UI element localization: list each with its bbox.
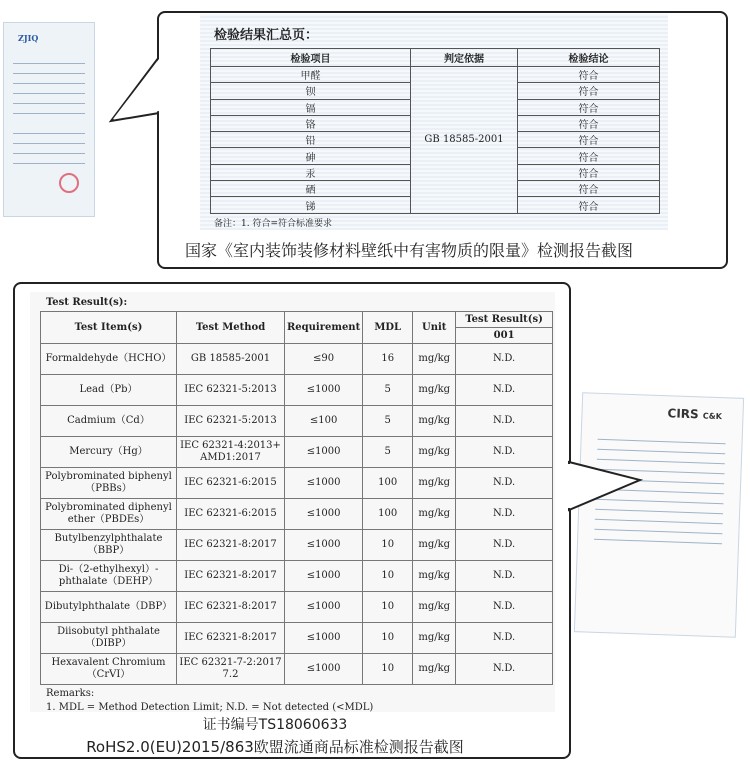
cell-item: Butylbenzylphthalate（BBP） <box>41 530 177 561</box>
col-header: Unit <box>413 312 456 344</box>
cell-method: IEC 62321-6:2015 <box>177 468 285 499</box>
cell-item: Polybrominated biphenyl（PBBs） <box>41 468 177 499</box>
col-header: Test Method <box>177 312 285 344</box>
cell-req: ≤1000 <box>285 437 363 468</box>
cell-method: GB 18585-2001 <box>177 344 285 375</box>
cell-req: ≤1000 <box>285 499 363 530</box>
cell-result: N.D. <box>456 623 553 654</box>
cell-method: IEC 62321-4:2013+ AMD1:2017 <box>177 437 285 468</box>
logo: CIRS C&K <box>667 406 723 422</box>
item: 硒 <box>211 181 411 197</box>
cell-method: IEC 62321-5:2013 <box>177 375 285 406</box>
cell-result: N.D. <box>456 654 553 685</box>
item: 汞 <box>211 164 411 180</box>
caption-top: 国家《室内装饰装修材料壁纸中有害物质的限量》检测报告截图 <box>185 241 634 260</box>
cell-item: Formaldehyde（HCHO） <box>41 344 177 375</box>
col-header: 判定依据 <box>411 49 518 67</box>
conclusion: 符合 <box>518 67 660 83</box>
cell-mdl: 10 <box>363 592 413 623</box>
cell-req: ≤1000 <box>285 561 363 592</box>
conclusion: 符合 <box>518 181 660 197</box>
cell-method: IEC 62321-8:2017 <box>177 623 285 654</box>
cell-method: IEC 62321-6:2015 <box>177 499 285 530</box>
callout-pointer <box>560 460 650 530</box>
table-row <box>41 344 553 375</box>
cell-unit: mg/kg <box>413 468 456 499</box>
cell-result: N.D. <box>456 406 553 437</box>
cell-req: ≤1000 <box>285 623 363 654</box>
caption-bottom: RoHS2.0(EU)2015/863欧盟流通商品标准检测报告截图 <box>86 738 464 756</box>
item: 锑 <box>211 197 411 213</box>
remarks <box>46 687 373 715</box>
col-header: MDL <box>363 312 413 344</box>
summary-table <box>210 48 660 214</box>
cell-method: IEC 62321-8:2017 <box>177 592 285 623</box>
cell-unit: mg/kg <box>413 592 456 623</box>
item: 钡 <box>211 83 411 99</box>
cell-unit: mg/kg <box>413 437 456 468</box>
item: 甲醛 <box>211 67 411 83</box>
cell-method: IEC 62321-8:2017 <box>177 561 285 592</box>
cert-number: 证书编号TS18060633 <box>202 717 348 733</box>
logo: ZJIQ <box>18 33 39 43</box>
cell-mdl: 5 <box>363 406 413 437</box>
cell-mdl: 10 <box>363 530 413 561</box>
col-header: Test Item(s) <box>41 312 177 344</box>
sample-id: 001 <box>456 328 553 344</box>
table-row <box>41 623 553 654</box>
cell-result: N.D. <box>456 375 553 406</box>
cell-result: N.D. <box>456 561 553 592</box>
cell-result: N.D. <box>456 530 553 561</box>
cell-unit: mg/kg <box>413 375 456 406</box>
cell-unit: mg/kg <box>413 344 456 375</box>
basis: GB 18585-2001 <box>411 67 518 214</box>
remarks-title: Remarks: <box>46 688 95 699</box>
results-title: Test Result(s): <box>46 297 128 308</box>
cell-item: Diisobutyl phthalate（DIBP） <box>41 623 177 654</box>
cell-mdl: 5 <box>363 375 413 406</box>
cell-item: Lead（Pb） <box>41 375 177 406</box>
cell-mdl: 10 <box>363 654 413 685</box>
cell-result: N.D. <box>456 499 553 530</box>
cell-unit: mg/kg <box>413 654 456 685</box>
cell-unit: mg/kg <box>413 623 456 654</box>
cell-item: Hexavalent Chromium（CrVI） <box>41 654 177 685</box>
cell-req: ≤1000 <box>285 375 363 406</box>
cell-mdl: 10 <box>363 623 413 654</box>
conclusion: 符合 <box>518 83 660 99</box>
table-row <box>41 592 553 623</box>
cell-req: ≤1000 <box>285 468 363 499</box>
results-table <box>40 311 553 685</box>
cell-req: ≤1000 <box>285 530 363 561</box>
cell-req: ≤1000 <box>285 654 363 685</box>
cell-mdl: 16 <box>363 344 413 375</box>
cell-result: N.D. <box>456 592 553 623</box>
summary-title: 检验结果汇总页： <box>214 28 319 43</box>
table-row <box>211 67 660 83</box>
cell-unit: mg/kg <box>413 499 456 530</box>
cell-mdl: 10 <box>363 561 413 592</box>
cn-report-summary <box>200 14 668 230</box>
cell-mdl: 5 <box>363 437 413 468</box>
cell-unit: mg/kg <box>413 561 456 592</box>
cell-mdl: 100 <box>363 468 413 499</box>
cell-req: ≤100 <box>285 406 363 437</box>
conclusion: 符合 <box>518 132 660 148</box>
conclusion: 符合 <box>518 115 660 131</box>
cell-result: N.D. <box>456 468 553 499</box>
cell-result: N.D. <box>456 344 553 375</box>
col-header: Requirement <box>285 312 363 344</box>
col-header: Test Result(s) <box>456 312 553 328</box>
col-header: 检验项目 <box>211 49 411 67</box>
conclusion: 符合 <box>518 197 660 213</box>
report-thumbnail-left <box>3 22 95 217</box>
conclusion: 符合 <box>518 148 660 164</box>
table-row <box>41 499 553 530</box>
cell-item: Mercury（Hg） <box>41 437 177 468</box>
note: 备注：1. 符合=符合标准要求 <box>214 219 332 229</box>
cell-item: Polybrominated diphenyl ether（PBDEs） <box>41 499 177 530</box>
conclusion: 符合 <box>518 164 660 180</box>
cell-mdl: 100 <box>363 499 413 530</box>
table-row <box>41 437 553 468</box>
seal <box>59 173 79 193</box>
cell-unit: mg/kg <box>413 530 456 561</box>
cell-item: Di-（2-ethylhexyl）-phthalate（DEHP） <box>41 561 177 592</box>
table-row <box>41 406 553 437</box>
table-row <box>41 561 553 592</box>
cell-item: Dibutylphthalate（DBP） <box>41 592 177 623</box>
item: 铅 <box>211 132 411 148</box>
remarks-text: 1. MDL = Method Detection Limit; N.D. = Not detected (<MDL) <box>46 702 374 713</box>
cell-method: IEC 62321-7-2:2017 7.2 <box>177 654 285 685</box>
cell-req: ≤1000 <box>285 592 363 623</box>
item: 镉 <box>211 99 411 115</box>
cell-method: IEC 62321-8:2017 <box>177 530 285 561</box>
conclusion: 符合 <box>518 99 660 115</box>
cell-item: Cadmium（Cd） <box>41 406 177 437</box>
cell-req: ≤90 <box>285 344 363 375</box>
table-row <box>41 468 553 499</box>
rohs-report <box>30 292 555 712</box>
table-row <box>41 530 553 561</box>
item: 砷 <box>211 148 411 164</box>
table-row <box>41 654 553 685</box>
cell-unit: mg/kg <box>413 406 456 437</box>
table-row <box>41 375 553 406</box>
cell-result: N.D. <box>456 437 553 468</box>
cell-method: IEC 62321-5:2013 <box>177 406 285 437</box>
col-header: 检验结论 <box>518 49 660 67</box>
item: 铬 <box>211 115 411 131</box>
